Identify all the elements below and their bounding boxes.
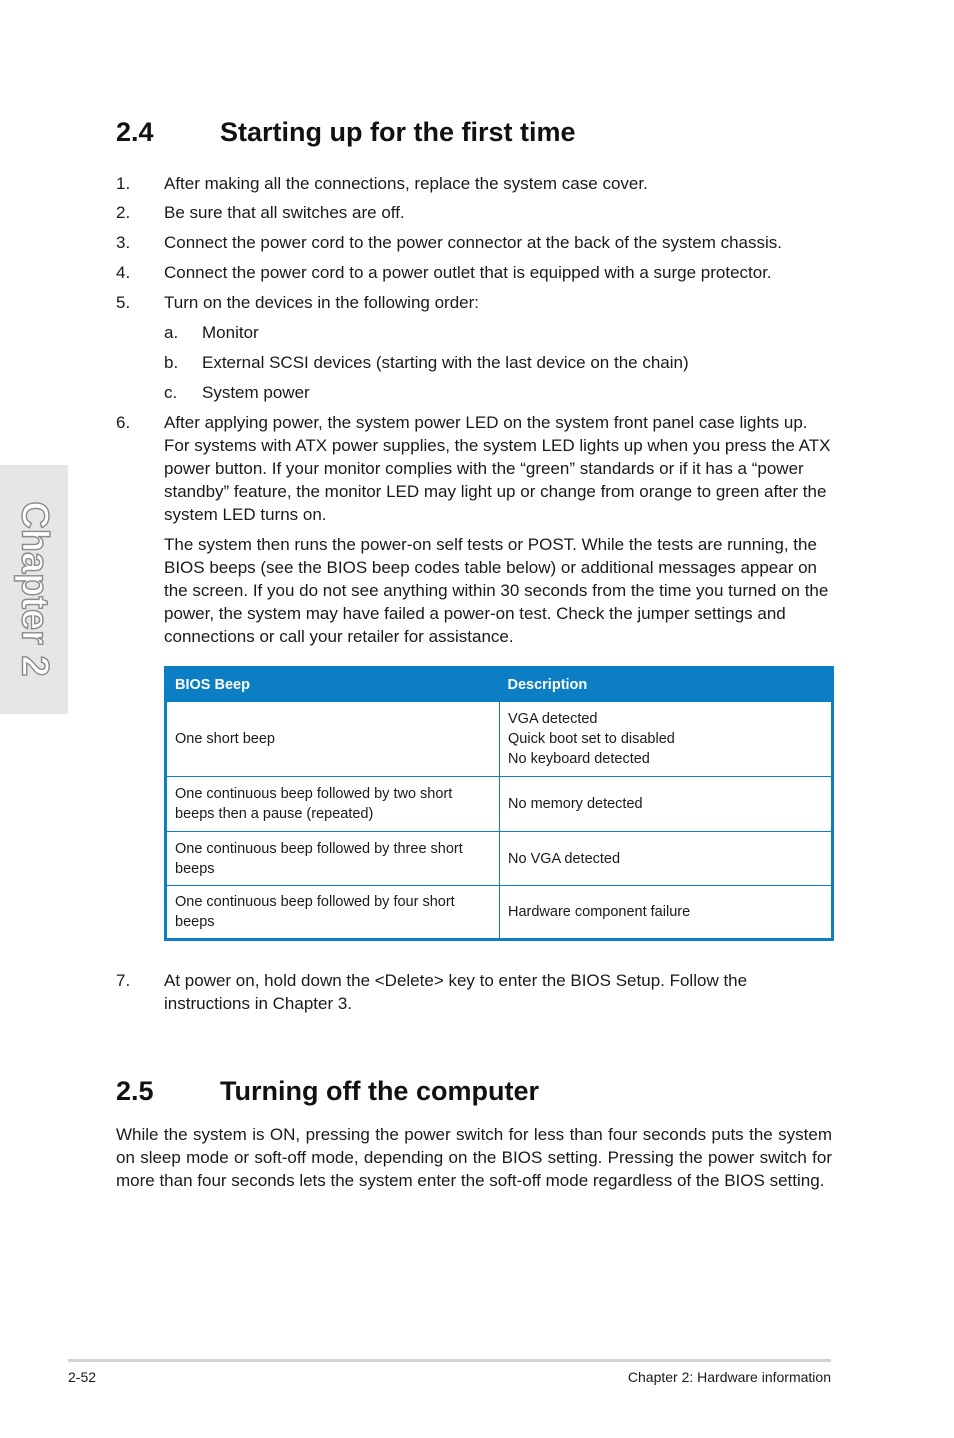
list-item-text: After applying power, the system power LED on the system front panel case lights up. For systems with ATX power supplies, the system LED lights up when you press the ATX power button. If your monitor complies with the “green” standards or if it has a “power standby” feature, the monitor LED may light up or change from orange to green after the system LED turns on. — [164, 413, 831, 524]
section-2-5-paragraph: While the system is ON, pressing the power switch for less than four seconds puts the system on sleep mode or soft-off mode, depending on the BIOS setting. Pressing the power switch for more than four seconds lets the system enter the soft-off mode regardless of the BIOS setting. — [116, 1125, 832, 1190]
table-cell-description — [500, 886, 833, 940]
page-number: 2-52 — [68, 1369, 97, 1385]
list-item — [116, 291, 832, 314]
description-line: Quick boot set to disabled — [508, 731, 675, 747]
footer-chapter-title: Chapter 2: Hardware information — [627, 1369, 831, 1385]
table-header-bios-beep: BIOS Beep — [166, 668, 500, 702]
description-line: Hardware component failure — [508, 904, 691, 920]
list-item — [116, 969, 832, 1015]
list-item-number: 5. — [116, 293, 131, 312]
list-item-text: Connect the power cord to the power connector at the back of the system chassis. — [164, 233, 782, 252]
description-line: No memory detected — [508, 796, 643, 812]
sub-list-text: System power — [202, 383, 310, 402]
table-row — [166, 832, 833, 886]
description-line: VGA detected — [508, 711, 598, 727]
section-2-4-number: 2.4 — [116, 117, 154, 147]
sub-list-letter: c. — [164, 383, 178, 402]
list-item-text: Turn on the devices in the following order: — [164, 293, 479, 312]
section-2-4-title: Starting up for the first time — [220, 117, 576, 147]
list-item-number: 1. — [116, 174, 131, 193]
bios-beep-table — [164, 666, 834, 941]
table-cell-beep: One continuous beep followed by two short beeps then a pause (repeated) — [166, 777, 500, 832]
list-item — [116, 172, 832, 195]
post-paragraph: The system then runs the power-on self tests or POST. While the tests are running, the BIOS beeps (see the BIOS beep codes table below) or additional messages appear on the screen. If you do not see anything within 30 seconds from the time you turned on the power, the system may have failed a power-on test. Check the jumper settings and connections or call your retailer for assistance. — [164, 535, 829, 646]
chapter-side-tab-label: Chapter 2 — [13, 501, 56, 677]
sub-list-item — [164, 321, 832, 344]
table-row — [166, 702, 833, 777]
chapter-side-tab — [0, 465, 68, 714]
list-item-number: 6. — [116, 413, 131, 432]
table-row — [166, 886, 833, 940]
list-item-text: At power on, hold down the <Delete> key to enter the BIOS Setup. Follow the instructions in Chapter 3. — [164, 971, 748, 1013]
table-cell-description — [500, 702, 833, 777]
footer-divider — [68, 1359, 831, 1362]
table-header-description: Description — [500, 668, 833, 702]
section-2-4-heading — [116, 117, 576, 148]
list-item — [116, 261, 832, 284]
sub-list-item — [164, 381, 832, 404]
table-cell-description — [500, 777, 833, 832]
list-item-text: After making all the connections, replace the system case cover. — [164, 174, 648, 193]
sub-list-letter: a. — [164, 323, 179, 342]
list-item-number: 7. — [116, 971, 131, 990]
list-item — [116, 231, 832, 254]
sub-list-letter: b. — [164, 353, 179, 372]
sub-list-text: External SCSI devices (starting with the last device on the chain) — [202, 353, 689, 372]
list-item — [116, 201, 832, 224]
list-item-text: Connect the power cord to a power outlet that is equipped with a surge protector. — [164, 263, 772, 282]
description-line: No VGA detected — [508, 850, 621, 867]
list-item-number: 3. — [116, 233, 131, 252]
table-cell-beep: One continuous beep followed by three short beeps — [166, 832, 500, 886]
section-2-5-heading — [116, 1076, 539, 1107]
sub-list-item — [164, 351, 832, 374]
table-cell-beep: One continuous beep followed by four short beeps — [166, 886, 500, 940]
description-line: No keyboard detected — [508, 751, 650, 767]
list-item-number: 2. — [116, 203, 131, 222]
table-cell-beep: One short beep — [166, 702, 500, 777]
table-cell-description — [500, 832, 833, 886]
list-item — [116, 411, 832, 526]
section-2-5-title: Turning off the computer — [220, 1076, 539, 1106]
section-2-5-number: 2.5 — [116, 1076, 154, 1106]
table-header-row — [166, 668, 833, 702]
list-item-text: Be sure that all switches are off. — [164, 203, 405, 222]
sub-list-text: Monitor — [202, 323, 259, 342]
list-item-number: 4. — [116, 263, 131, 282]
table-row — [166, 777, 833, 832]
